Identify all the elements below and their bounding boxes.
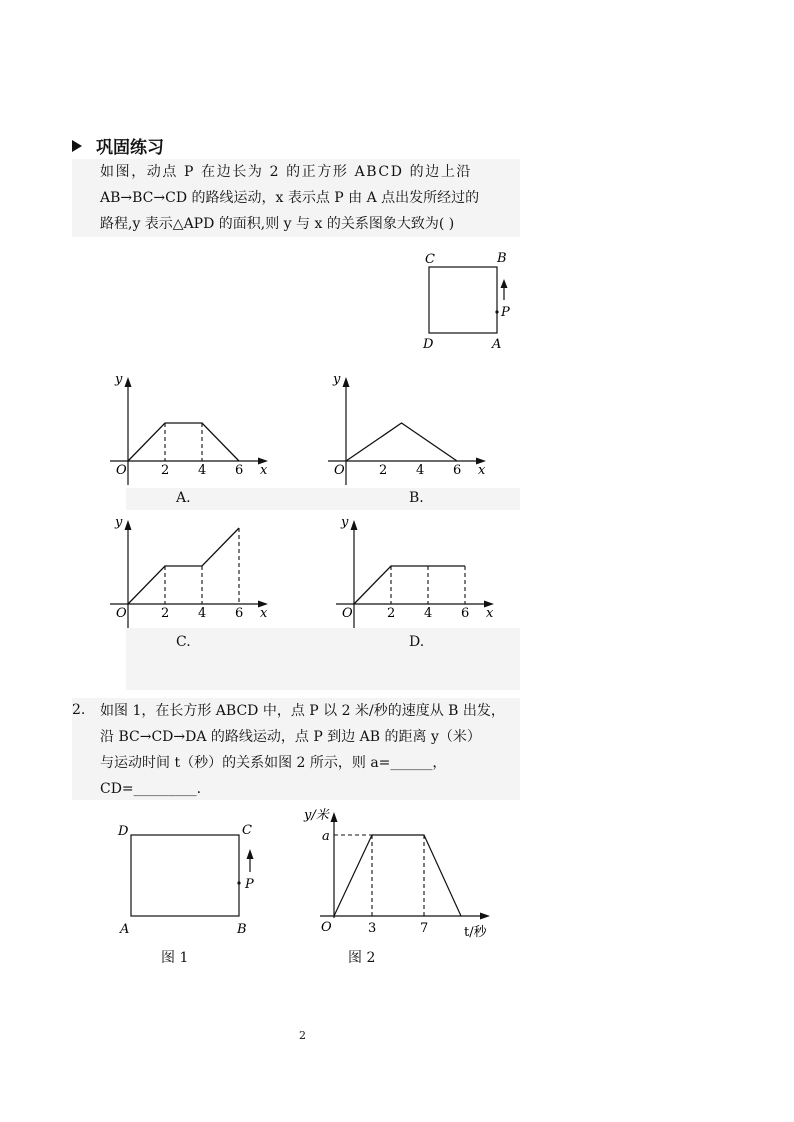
up-arrow-icon <box>247 849 254 859</box>
origin-label: O <box>116 463 127 478</box>
point-p <box>495 310 498 313</box>
q2-line-3: 与运动时间 t（秒）的关系如图 2 所示，则 a=______， <box>100 755 447 771</box>
x-axis-label: x <box>260 463 268 478</box>
q2-line-4: CD=_________. <box>100 781 202 797</box>
y-axis-arrow-icon <box>343 377 350 387</box>
q2-fig1 <box>110 815 270 940</box>
section-heading <box>72 133 164 158</box>
option-a-label: A. <box>176 490 191 506</box>
tick-label: 2 <box>161 606 170 621</box>
fig2-caption: 图 2 <box>348 950 376 966</box>
option-b-graph <box>318 365 508 485</box>
tick-label: 4 <box>424 606 433 621</box>
label-c: C <box>425 252 435 267</box>
y-axis-label: y <box>115 372 123 387</box>
option-a-graph <box>100 365 290 485</box>
series-line <box>354 566 465 604</box>
tick-label: 6 <box>235 463 244 478</box>
tick-label: 4 <box>198 463 207 478</box>
fig2-x-arrow-icon <box>480 913 490 920</box>
q1-text <box>100 159 525 237</box>
origin-label: O <box>334 463 345 478</box>
tick-label: 2 <box>387 606 396 621</box>
tick-label: 4 <box>198 606 207 621</box>
fig1-label-a: A <box>120 922 130 937</box>
series-line <box>346 423 457 461</box>
q2-line-1: 如图 1，在长方形 ABCD 中，点 P 以 2 米/秒的速度从 B 出发， <box>100 703 505 719</box>
fig2-y-arrow-icon <box>331 812 338 822</box>
tick-label: 6 <box>453 463 462 478</box>
square <box>429 267 497 333</box>
series-line <box>128 423 239 461</box>
series-line <box>128 528 239 604</box>
tick-label: 6 <box>461 606 470 621</box>
q2-fig2 <box>300 800 500 945</box>
label-a: A <box>492 337 502 352</box>
y-axis-label: y <box>341 515 349 530</box>
fig2-tick-3: 3 <box>368 921 377 936</box>
label-p: P <box>501 305 510 320</box>
option-d-graph <box>326 508 516 628</box>
q2-line-2: 沿 BC→CD→DA 的路线运动，点 P 到边 AB 的距离 y（米） <box>100 729 481 745</box>
y-axis-arrow-icon <box>125 377 132 387</box>
fig2-tick-7: 7 <box>420 921 429 936</box>
q1-line-3: 路程,y 表示△APD 的面积,则 y 与 x 的关系图象大致为( ) <box>100 216 455 232</box>
fig2-origin: O <box>321 920 332 935</box>
option-c-label: C. <box>176 634 191 650</box>
origin-label: O <box>116 606 127 621</box>
up-arrow-icon <box>501 279 508 288</box>
q1-line-2: AB→BC→CD 的路线运动，x 表示点 P 由 A 点出发所经过的 <box>100 190 480 206</box>
y-axis-arrow-icon <box>125 520 132 530</box>
x-axis-label: x <box>486 606 494 621</box>
y-axis-label: y <box>333 372 341 387</box>
tick-label: 2 <box>379 463 388 478</box>
fig1-label-d: D <box>118 824 129 839</box>
x-axis-label: x <box>478 463 486 478</box>
rectangle <box>131 835 239 916</box>
section-title: 巩固练习 <box>96 138 164 158</box>
fig2-xlabel: t/秒 <box>464 925 487 940</box>
fig1-label-p: P <box>245 877 254 892</box>
label-b: B <box>497 251 507 266</box>
q2-text <box>100 698 525 802</box>
option-c-graph <box>100 508 290 628</box>
tick-label: 6 <box>235 606 244 621</box>
tick-label: 2 <box>161 463 170 478</box>
fig2-ylabel: y/米 <box>304 808 329 823</box>
page-number: 2 <box>299 1029 306 1042</box>
fig1-label-b: B <box>237 922 247 937</box>
fig2-a-label: a <box>322 829 330 844</box>
arrow-bullet-icon <box>72 140 82 152</box>
tick-label: 4 <box>416 463 425 478</box>
y-axis-label: y <box>115 515 123 530</box>
fig1-point-p <box>237 881 240 884</box>
fig1-caption: 图 1 <box>161 950 189 966</box>
q1-square-figure <box>415 248 525 353</box>
q1-line-1: 如图，动点 P 在边长为 2 的正方形 ABCD 的边上沿 <box>100 164 473 180</box>
option-d-label: D. <box>409 634 425 650</box>
fig1-label-c: C <box>242 823 252 838</box>
option-b-label: B. <box>409 490 424 506</box>
fig2-line <box>334 835 461 916</box>
y-axis-arrow-icon <box>351 520 358 530</box>
x-axis-label: x <box>260 606 268 621</box>
origin-label: O <box>342 606 353 621</box>
q2-number: 2. <box>72 702 86 718</box>
label-d: D <box>423 337 434 352</box>
